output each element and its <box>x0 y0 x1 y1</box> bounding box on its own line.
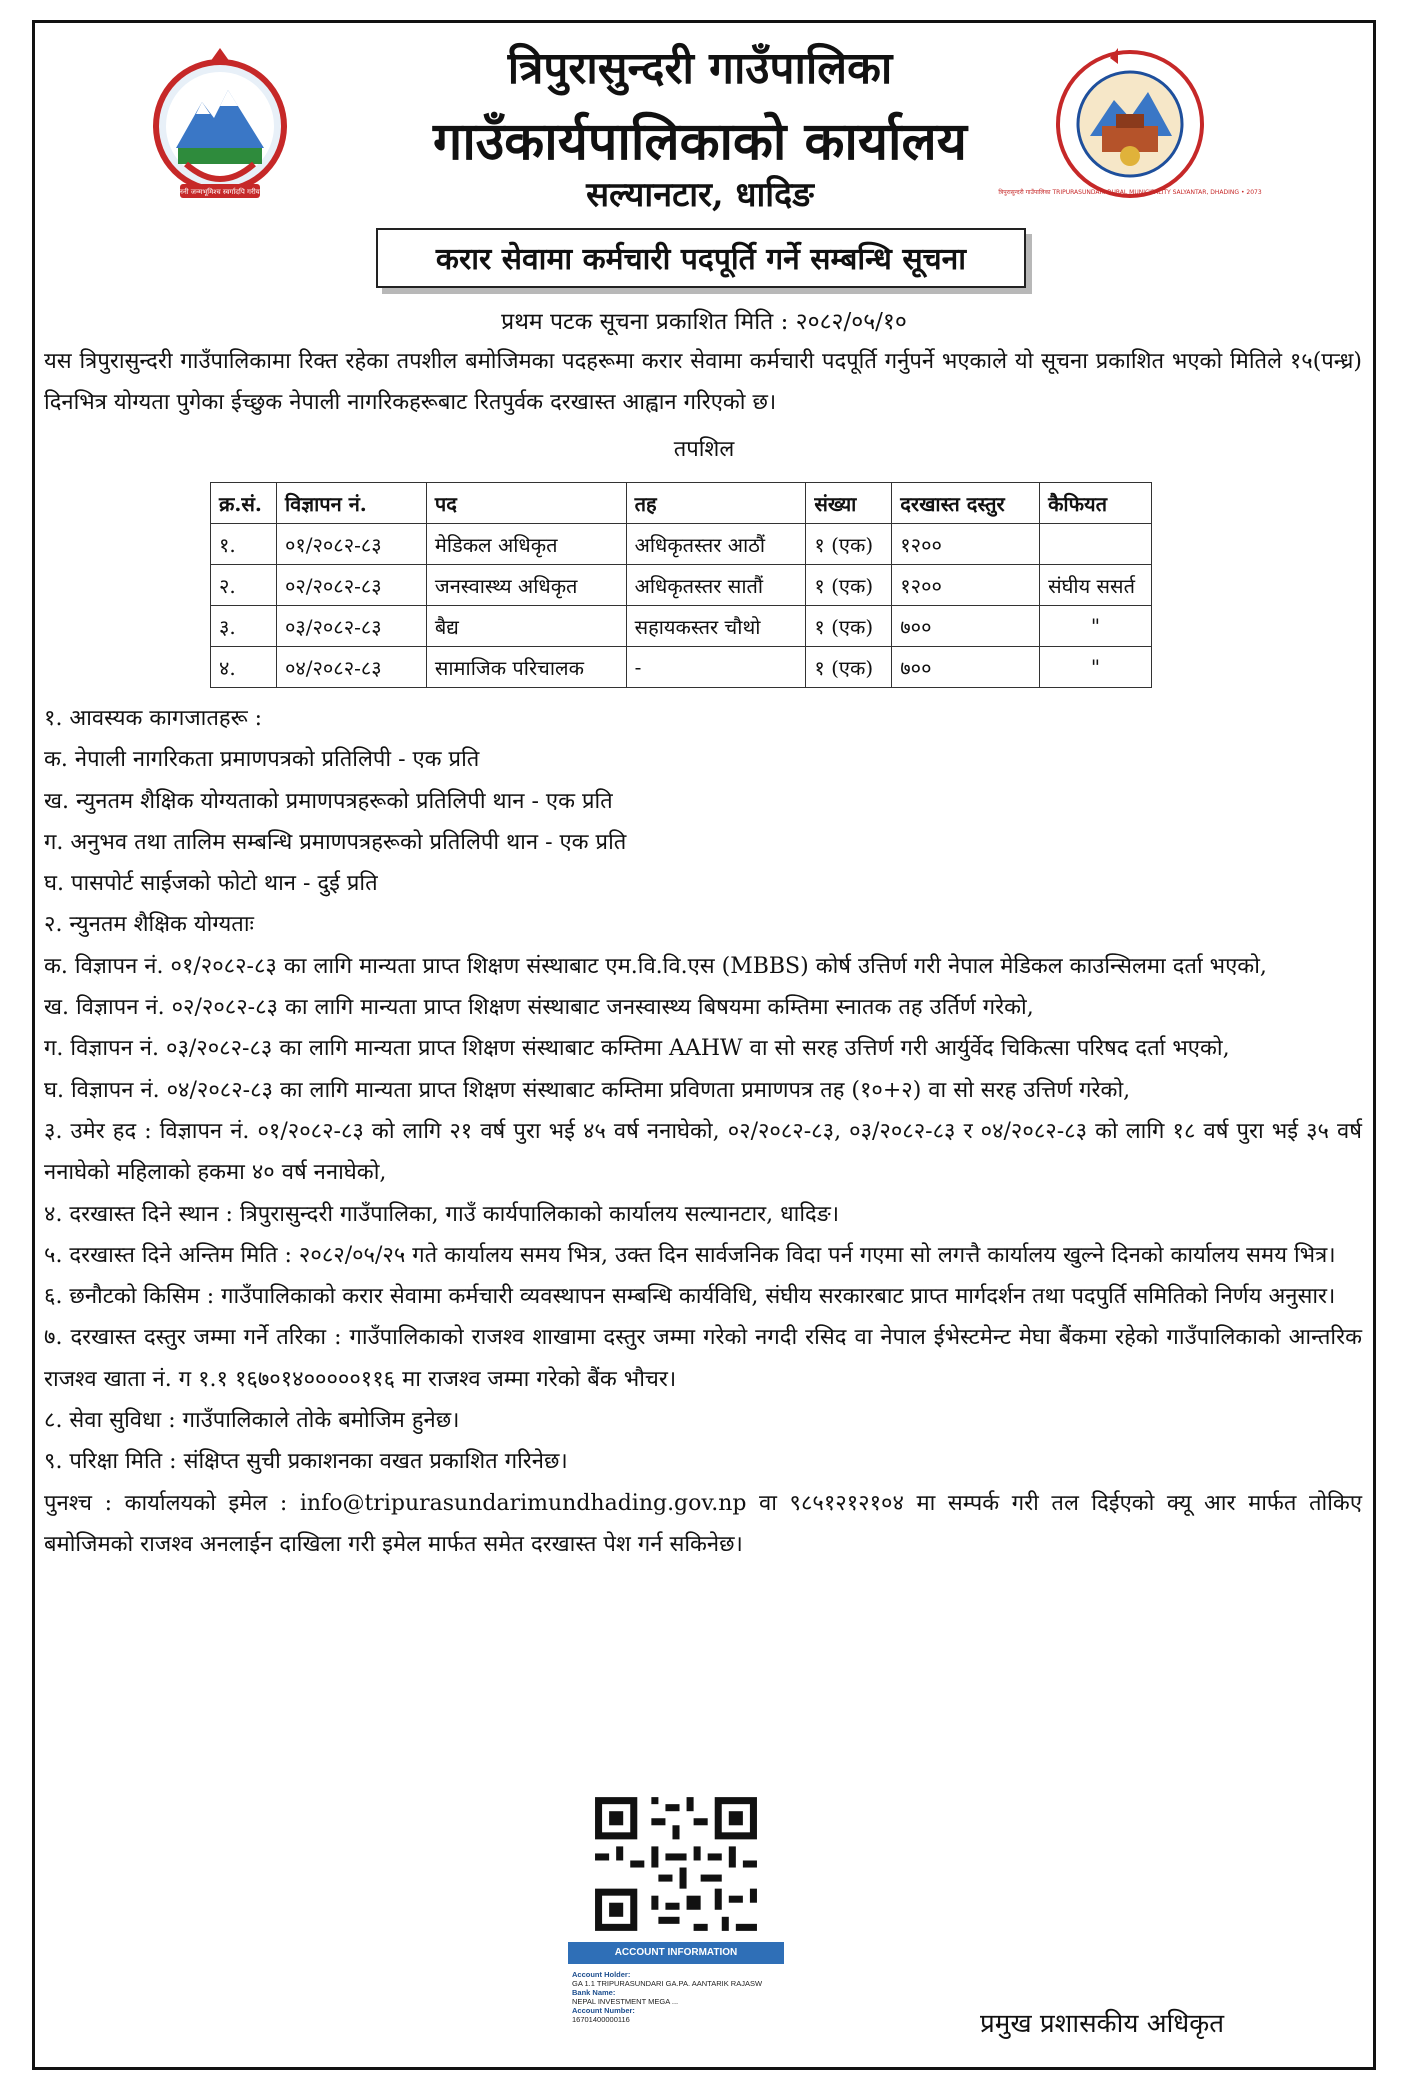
office-name: गाउँकार्यपालिकाको कार्यालय <box>433 111 967 172</box>
detail-line: ३. उमेर हद : विज्ञापन नं. ०१/२०८२-८३ को लागि २१ वर्ष पुरा भई ४५ वर्ष ननाघेको, ०२/२०८२-८३, ०३/२०८२-८३ र ०४/२०८२-८३ को लागि १८ वर्ष पुरा भई ३५ वर्ष ननाघेको महिलाको हकमा ४० वर्ष ननाघेको, <box>44 1118 1362 1186</box>
table-cell: ०३/२०८२-८३ <box>276 606 426 647</box>
notice-subject: करार सेवामा कर्मचारी पदपूर्ति गर्ने सम्बन्धि सूचना <box>376 228 1026 288</box>
table-cell: ३. <box>211 606 277 647</box>
table-row <box>211 606 1152 647</box>
payment-qr-card <box>568 1790 784 2038</box>
detail-line: ग. विज्ञापन नं. ०३/२०८२-८३ का लागि मान्यता प्राप्त शिक्षण संस्थाबाट कम्तिमा AAHW वा सो सरह उत्तिर्ण गरी आर्युर्वेद चिकित्सा परिषद दर्ता भएको, <box>44 1036 1230 1062</box>
detail-line: ८. सेवा सुविधा : गाउँपालिकाले तोके बमोजिम हुनेछ। <box>44 1408 460 1434</box>
table-row <box>211 524 1152 565</box>
detail-line: ख. न्युनतम शैक्षिक योग्यताको प्रमाणपत्रहरूको प्रतिलिपी थान - एक प्रति <box>44 788 613 814</box>
account-holder-value: GA 1.1 TRIPURASUNDARI GA.PA. AANTARIK RAJASW <box>572 1979 763 1988</box>
table-cell: बैद्य <box>426 606 626 647</box>
detail-line: ७. दरखास्त दस्तुर जम्मा गर्ने तरिका : गाउँपालिकाको राजश्व शाखामा दस्तुर जम्मा गरेको नगदी रसिद वा नेपाल ईभेस्टमेन्ट मेघा बैंकमा रहेको गाउँपालिकाको आन्तरिक राजश्व खाता नं. ग १.१ १६७०१४०००००११६ मा राजश्व जम्मा गरेको बैंक भौचर। <box>44 1325 1362 1392</box>
col-fee: दरखास्त दस्तुर <box>892 483 1040 524</box>
detail-line: ५. दरखास्त दिने अन्तिम मिति : २०८२/०५/२५ गते कार्यालय समय भित्र, उक्त दिन सार्वजनिक विदा पर्न गएमा सो लगत्तै कार्यालय खुल्ने दिनको कार्यालय समय भित्र। <box>44 1242 1336 1268</box>
account-holder-label: Account Holder: <box>572 1970 631 1979</box>
table-cell: ०४/२०८२-८३ <box>276 647 426 688</box>
table-cell: अधिकृतस्तर आठौं <box>626 524 806 565</box>
table-row <box>211 565 1152 606</box>
detail-line: पुनश्च : कार्यालयको इमेल : info@tripurasundarimundhading.gov.np वा ९८५१२१२१०४ मा सम्पर्क गरी तल दिईएको क्यू आर मार्फत तोकिए बमोजिमको राजश्व अनलाईन दाखिला गरी इमेल मार्फत समेत दरखास्त पेश गर्न सकिनेछ। <box>44 1490 1362 1557</box>
table-cell: सामाजिक परिचालक <box>426 647 626 688</box>
table-cell: ७०० <box>892 606 1040 647</box>
account-details <box>572 1970 782 2024</box>
detail-line: घ. विज्ञापन नं. ०४/२०८२-८३ का लागि मान्यता प्राप्त शिक्षण संस्थाबाट कम्तिमा प्रविणता प्रमाणपत्र तह (१०+२) वा सो सरह उत्तिर्ण गरेको, <box>44 1077 1131 1103</box>
table-cell: ७०० <box>892 647 1040 688</box>
account-number-label: Account Number: <box>572 2006 635 2015</box>
detail-line: ६. छनौटको किसिम : गाउँपालिकाको करार सेवामा कर्मचारी व्यवस्थापन सम्बन्धि कार्यविधि, संघीय सरकारबाट प्राप्त मार्गदर्शन तथा पदपुर्ति समितिको निर्णय अनुसार। <box>44 1284 1336 1310</box>
detail-line: १. आवस्यक कागजातहरू : <box>44 706 263 731</box>
signatory-title: प्रमुख प्रशासकीय अधिकृत <box>980 2009 1225 2039</box>
table-cell: " <box>1040 606 1152 647</box>
detail-line: क. नेपाली नागरिकता प्रमाणपत्रको प्रतिलिपी - एक प्रति <box>44 747 480 773</box>
col-post: पद <box>426 483 626 524</box>
table-cell: १२०० <box>892 524 1040 565</box>
bank-name-value: NEPAL INVESTMENT MEGA ... <box>572 1997 679 2006</box>
table-cell: २. <box>211 565 277 606</box>
table-cell: १ (एक) <box>806 565 892 606</box>
nepal-emblem-logo <box>140 44 300 204</box>
office-location: सल्यानटार, धादिङ <box>586 175 814 215</box>
table-cell: " <box>1040 647 1152 688</box>
detail-line: घ. पासपोर्ट साईजको फोटो थान - दुई प्रति <box>44 871 378 897</box>
notice-details <box>44 698 1362 1565</box>
detail-line: क. विज्ञापन नं. ०१/२०८२-८३ का लागि मान्यता प्राप्त शिक्षण संस्थाबाट एम.वि.वि.एस (MBBS) कोर्ष उत्तिर्ण गरी नेपाल मेडिकल काउन्सिलमा दर्ता भएको, <box>44 953 1267 979</box>
table-cell: ०२/२०८२-८३ <box>276 565 426 606</box>
detail-line: ४. दरखास्त दिने स्थान : त्रिपुरासुन्दरी गाउँपालिका, गाउँ कार्यपालिकाको कार्यालय सल्यानटार, धादिङ। <box>44 1201 840 1227</box>
table-cell: संघीय ससर्त <box>1040 565 1152 606</box>
col-level: तह <box>626 483 806 524</box>
account-number-value: 16701400000116 <box>572 2015 630 2024</box>
col-count: संख्या <box>806 483 892 524</box>
table-cell: सहायकस्तर चौथो <box>626 606 806 647</box>
bank-name-label: Bank Name: <box>572 1988 616 1997</box>
table-cell: - <box>626 647 806 688</box>
table-cell: १. <box>211 524 277 565</box>
table-cell: अधिकृतस्तर सातौं <box>626 565 806 606</box>
table-cell: ४. <box>211 647 277 688</box>
table-cell: जनस्वास्थ्य अधिकृत <box>426 565 626 606</box>
col-remarks: कैफियत <box>1040 483 1152 524</box>
table-header-row <box>211 483 1152 524</box>
detail-line: ग. अनुभव तथा तालिम सम्बन्धि प्रमाणपत्रहरूको प्रतिलिपी थान - एक प्रति <box>44 829 627 855</box>
detail-line: २. न्युनतम शैक्षिक योग्यताः <box>44 912 254 938</box>
table-cell: १ (एक) <box>806 524 892 565</box>
table-cell: ०१/२०८२-८३ <box>276 524 426 565</box>
qr-code-icon[interactable] <box>588 1790 764 1938</box>
table-cell: १ (एक) <box>806 606 892 647</box>
intro-paragraph: यस त्रिपुरासुन्दरी गाउँपालिकामा रिक्त रहेका तपशील बमोजिमका पदहरूमा करार सेवामा कर्मचारी पदपूर्ति गर्नुपर्ने भएकाले यो सूचना प्रकाशित भएको मितिले १५(पन्ध्र) दिनभित्र योग्यता पुगेका ईच्छुक नेपाली नागरिकहरूबाट रितपुर्वक दरखास्त आह्वान गरिएको छ। <box>44 349 1362 415</box>
table-row <box>211 647 1152 688</box>
publish-date: प्रथम पटक सूचना प्रकाशित मिति : २०८२/०५/१० <box>501 309 907 335</box>
vacancy-table <box>210 482 1152 688</box>
municipality-logo-text: त्रिपुरासुन्दरी गाउँपालिका TRIPURASUNDARI RURAL MUNICIPALITY SALYANTAR, DHADING • 2073 <box>998 189 1262 196</box>
col-ad-number: विज्ञापन नं. <box>276 483 426 524</box>
col-serial: क्र.सं. <box>211 483 277 524</box>
account-info-bar: ACCOUNT INFORMATION <box>568 1942 784 1964</box>
table-cell: १२०० <box>892 565 1040 606</box>
table-cell: मेडिकल अधिकृत <box>426 524 626 565</box>
details-heading: तपशिल <box>673 437 735 462</box>
emblem-motto: जननी जन्मभूमिश्च स्वर्गादपि गरीयसी <box>173 188 267 196</box>
detail-line: ख. विज्ञापन नं. ०२/२०८२-८३ का लागि मान्यता प्राप्त शिक्षण संस्थाबाट जनस्वास्थ्य बिषयमा कम्तिमा स्नातक तह उर्तिर्ण गरेको, <box>44 995 1034 1021</box>
table-cell: १ (एक) <box>806 647 892 688</box>
detail-line: ९. परिक्षा मिति : संक्षिप्त सुची प्रकाशनका वखत प्रकाशित गरिनेछ। <box>44 1449 568 1475</box>
table-cell <box>1040 524 1152 565</box>
municipality-name: त्रिपुरासुन्दरी गाउँपालिका <box>507 43 893 94</box>
